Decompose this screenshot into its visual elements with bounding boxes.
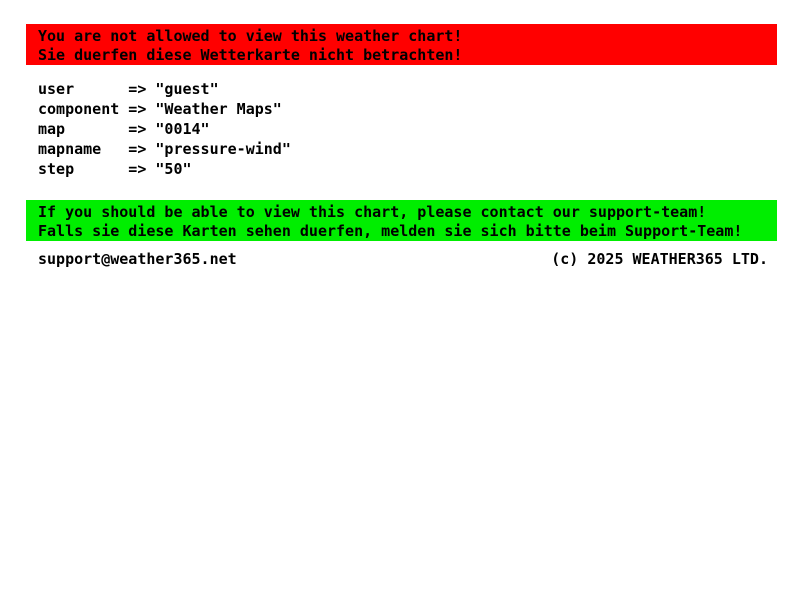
detail-value: "guest"	[155, 80, 219, 98]
error-banner	[26, 24, 777, 65]
arrow-glyph: =>	[128, 100, 147, 118]
detail-key: map	[38, 120, 66, 138]
arrow-glyph: =>	[128, 120, 147, 138]
info-banner	[26, 200, 777, 241]
copyright-text: (c) 2025 WEATHER365 LTD.	[551, 250, 768, 268]
detail-key: mapname	[38, 140, 102, 158]
detail-value: "0014"	[155, 120, 210, 138]
detail-row-user	[38, 79, 291, 99]
detail-key: step	[38, 160, 75, 178]
detail-row-component	[38, 99, 291, 119]
arrow-glyph: =>	[128, 80, 147, 98]
info-banner-line-en: If you should be able to view this chart, please contact our support-team!	[38, 203, 707, 221]
detail-value: "50"	[155, 160, 192, 178]
error-banner-line-en: You are not allowed to view this weather chart!	[38, 27, 463, 45]
support-email-text: support@weather365.net	[38, 250, 237, 268]
footer	[38, 249, 768, 269]
detail-value: "pressure-wind"	[155, 140, 291, 158]
detail-value: "Weather Maps"	[155, 100, 282, 118]
detail-row-mapname	[38, 139, 291, 159]
detail-row-step	[38, 159, 291, 179]
arrow-glyph: =>	[128, 160, 147, 178]
request-details	[38, 79, 291, 179]
info-banner-line-de: Falls sie diese Karten sehen duerfen, melden sie sich bitte beim Support-Team!	[38, 222, 743, 240]
arrow-glyph: =>	[128, 140, 147, 158]
detail-key: component	[38, 100, 120, 118]
detail-row-map	[38, 119, 291, 139]
detail-key: user	[38, 80, 75, 98]
error-banner-line-de: Sie duerfen diese Wetterkarte nicht betrachten!	[38, 46, 463, 64]
